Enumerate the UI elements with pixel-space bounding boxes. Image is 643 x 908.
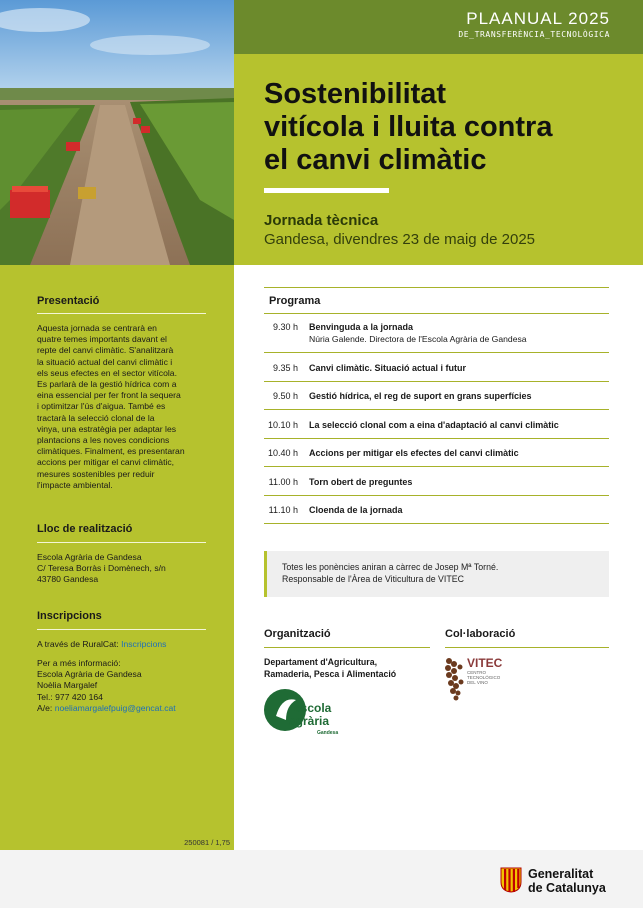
text-line: Noèlia Margalef <box>37 680 98 691</box>
vitec-logo-sub: TECNOLÓGICO <box>467 675 501 680</box>
page-title-line: vitícola i lluita contra <box>264 111 553 143</box>
text-line: Escola Agrària de Gandesa <box>37 552 142 562</box>
agenda-time: 9.30 h <box>272 322 298 332</box>
grape-icon <box>443 655 523 703</box>
agenda-item: Benvinguda a la jornada <box>309 322 414 332</box>
note-line: Totes les ponències aniran a càrrec de Josep Mª Torné. <box>282 562 499 572</box>
generalitat-name: de Catalunya <box>528 881 606 895</box>
agenda-time: 9.35 h <box>272 363 298 373</box>
agenda-item: Cloenda de la jornada <box>309 505 403 515</box>
department-name: Departament d'Agricultura, <box>264 657 378 667</box>
divider <box>445 647 609 648</box>
divider <box>264 287 609 288</box>
divider <box>264 409 609 410</box>
divider <box>37 629 206 630</box>
agenda-time: 11.10 h <box>268 505 298 515</box>
text-line: plantacions a les noves condicions <box>37 435 170 446</box>
speaker-note <box>264 551 609 597</box>
email-label: A/e: <box>37 702 55 713</box>
info-block <box>37 658 209 714</box>
vitec-logo-sub: CENTRO <box>467 670 486 675</box>
agenda-item: Canvi climàtic. Situació actual i futur <box>309 363 467 373</box>
text-line: climàtiques. Finalment, es presentaran <box>37 446 185 457</box>
text-line: Escola Agrària de Gandesa <box>37 669 142 680</box>
text-line: accions per mitigar el canvi climàtic, <box>37 457 175 468</box>
escola-logo-word: escola <box>294 701 332 715</box>
page-title <box>264 78 624 177</box>
agenda-time: 10.10 h <box>267 420 298 430</box>
organitzacio-heading: Organització <box>264 628 331 640</box>
doc-code: 250081 / 1,75 <box>184 838 230 847</box>
presentacio-heading: Presentació <box>37 295 100 307</box>
programa-heading: Programa <box>269 295 321 307</box>
presentacio-text <box>37 323 209 491</box>
plan-brand-subtitle: DE_TRANSFERÈNCIA_TECNOLÒGICA <box>458 30 610 39</box>
collaboracio-heading: Col·laboració <box>445 628 516 640</box>
divider <box>264 381 609 382</box>
escola-agraria-logo <box>264 686 344 736</box>
agenda-item: Gestió hídrica, el reg de suport en grans superfícies <box>309 391 532 401</box>
escola-logo-word: Gandesa <box>317 730 339 736</box>
event-date: Gandesa, divendres 23 de maig de 2025 <box>264 231 536 248</box>
text-line: Per a més informació: <box>37 658 121 668</box>
note-line: Responsable de l'Àrea de Viticultura de VITEC <box>282 574 464 584</box>
text-line: i optimitzar l'ús d'aigua. També es <box>37 401 166 412</box>
divider <box>264 466 609 467</box>
page-title-line: Sostenibilitat <box>264 78 447 110</box>
text-line: vinya, una estratègia per adaptar les <box>37 423 177 434</box>
title-divider <box>264 188 389 193</box>
event-type: Jornada tècnica <box>264 212 379 229</box>
vitec-logo-name: VITEC <box>467 656 503 670</box>
agenda-time: 9.50 h <box>272 391 298 401</box>
department-name: Ramaderia, Pesca i Alimentació <box>264 669 397 679</box>
divider <box>264 647 430 648</box>
divider <box>37 313 206 314</box>
text-line: tractarà la selecció clonal de la <box>37 412 155 423</box>
divider <box>264 352 609 353</box>
inscripcions-line <box>37 639 209 650</box>
inscripcions-heading: Inscripcions <box>37 610 102 622</box>
divider <box>264 438 609 439</box>
page-title-line: el canvi climàtic <box>264 144 487 176</box>
lloc-address <box>37 552 209 586</box>
text-line: quatre temes importants davant el <box>37 334 167 345</box>
text-line: Es parlarà de la gestió hídrica com a <box>37 379 177 390</box>
escola-logo-icon <box>264 686 344 736</box>
text-line: Tel.: 977 420 164 <box>37 691 103 702</box>
text-line: la situació actual del canvi climàtic i <box>37 356 173 367</box>
vitec-logo <box>443 655 523 703</box>
divider <box>264 495 609 496</box>
divider <box>264 523 609 524</box>
text-line: repte del canvi climàtic. S'analitzarà <box>37 345 174 356</box>
agenda-time: 11.00 h <box>268 477 298 487</box>
text-line: A través de RuralCat: <box>37 639 122 649</box>
text-line: 43780 Gandesa <box>37 574 99 585</box>
escola-logo-word: agrària <box>289 714 330 728</box>
agenda-item: Torn obert de preguntes <box>309 477 413 487</box>
agenda-time: 10.40 h <box>267 448 298 458</box>
text-line: eina essencial per fer front la sequera <box>37 390 181 401</box>
text-line: mesures sostenibles per reduir <box>37 468 155 479</box>
agenda-speaker: Núria Galende. Directora de l'Escola Agrària de Gandesa <box>309 334 527 344</box>
generalitat-emblem-icon <box>500 867 522 893</box>
vineyard-photo <box>0 0 234 265</box>
lloc-heading: Lloc de realització <box>37 523 133 535</box>
text-line: els seus efectes en el sector vitícola. <box>37 367 177 378</box>
agenda-item: Accions per mitigar els efectes del canvi climàtic <box>309 448 519 458</box>
text-line: Aquesta jornada se centrarà en <box>37 323 157 333</box>
generalitat-name: Generalitat <box>528 867 594 881</box>
text-line: l'impacte ambiental. <box>37 479 113 490</box>
divider <box>37 542 206 543</box>
vitec-logo-sub: DEL VINO <box>467 680 488 685</box>
inscripcions-link[interactable]: Inscripcions <box>121 639 167 649</box>
text-line: C/ Teresa Borràs i Domènech, s/n <box>37 563 166 574</box>
agenda-item: La selecció clonal com a eina d'adaptació al canvi climàtic <box>309 420 559 430</box>
email-link[interactable]: noeliamargalefpuig@gencat.cat <box>54 702 176 713</box>
plan-brand: PLAANUAL 2025 <box>466 9 610 28</box>
divider <box>264 313 609 314</box>
